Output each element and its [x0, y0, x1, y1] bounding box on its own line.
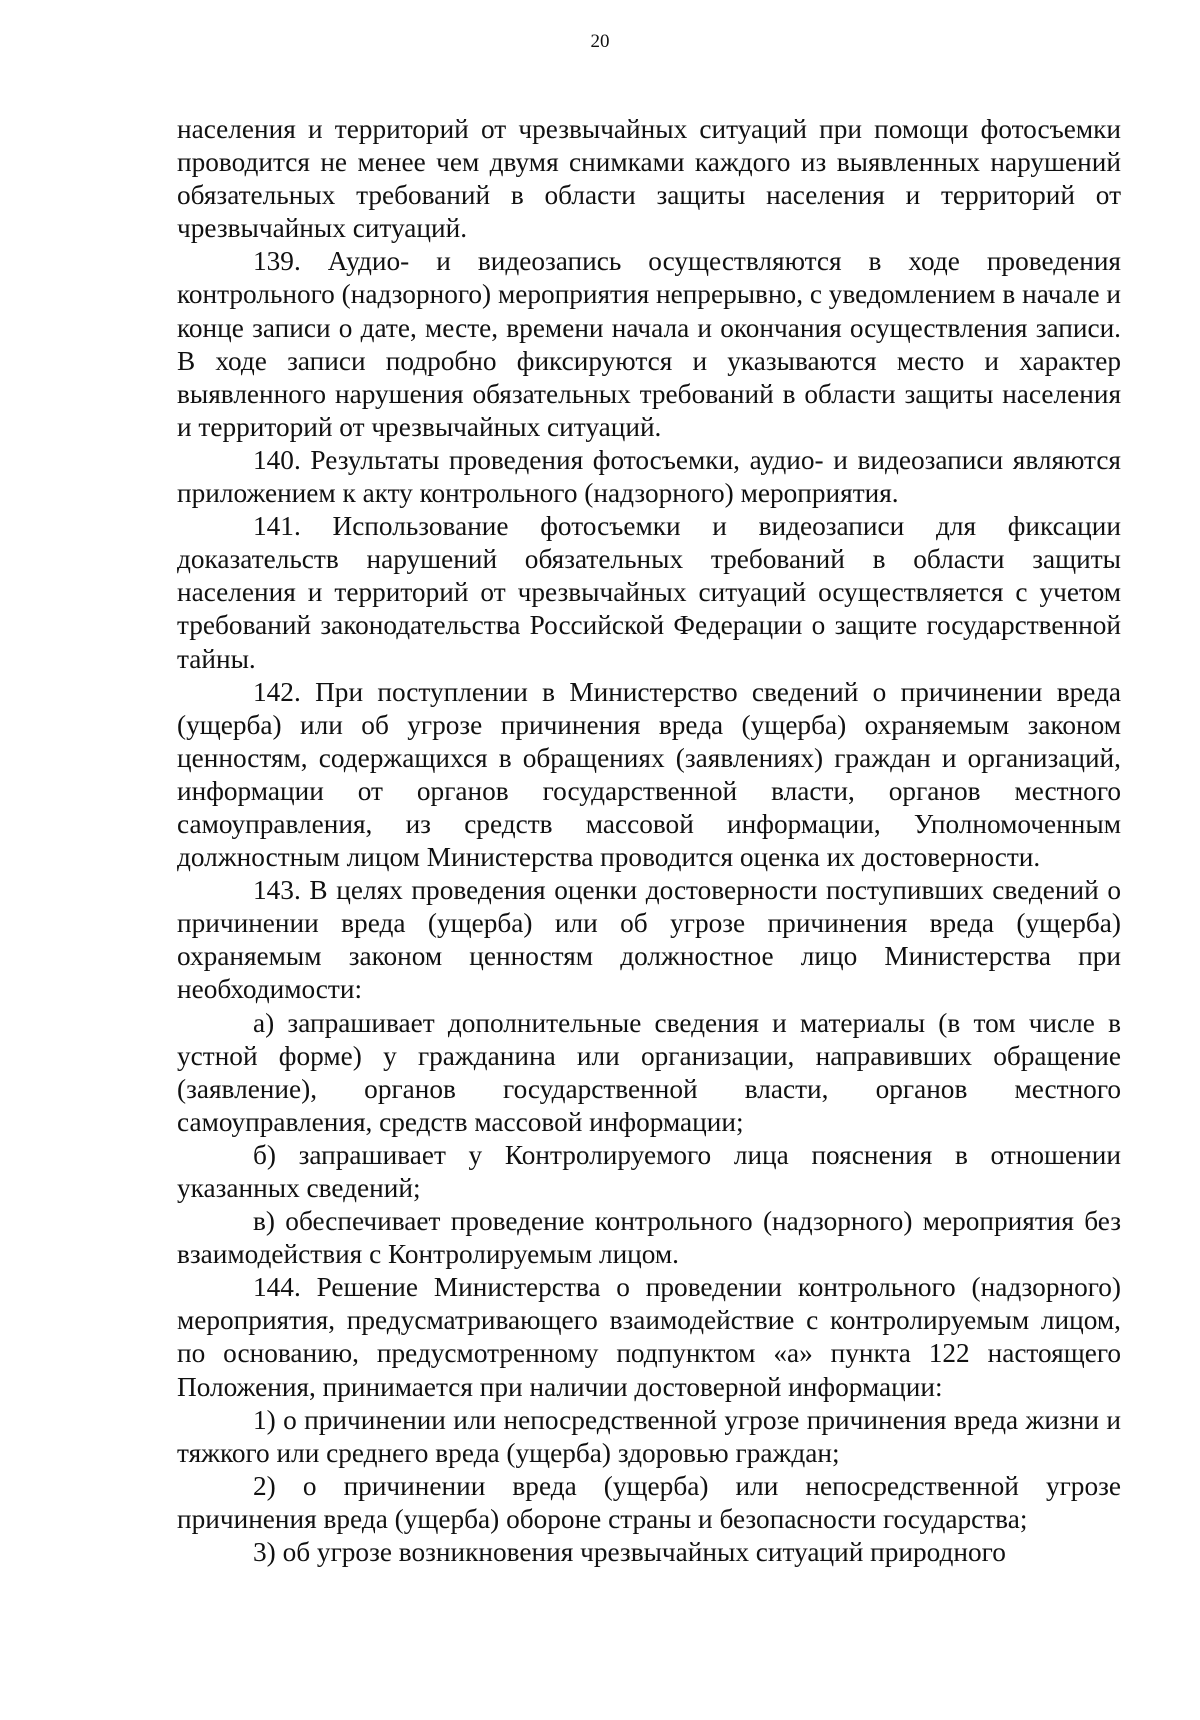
- paragraph-143-a: а) запрашивает дополнительные сведения и материалы (в том числе в устной форме) у гражданина или организации, направивших обращение (заявление), органов государственной власти, органов местного самоуправления, средств массовой информации;: [177, 1007, 1121, 1137]
- paragraph-144-1: 1) о причинении или непосредственной угрозе причинения вреда жизни и тяжкого или среднего вреда (ущерба) здоровью граждан;: [177, 1404, 1121, 1468]
- paragraph-143-b: б) запрашивает у Контролируемого лица пояснения в отношении указанных сведений;: [177, 1139, 1121, 1203]
- document-body: [177, 113, 1121, 1569]
- paragraph-continuation: населения и территорий от чрезвычайных ситуаций при помощи фотосъемки проводится не менее чем двумя снимками каждого из выявленных нарушений обязательных требований в области защиты населения и территорий от чрезвычайных ситуаций.: [177, 114, 1121, 244]
- paragraph-140: 140. Результаты проведения фотосъемки, аудио- и видеозаписи являются приложением к акту контрольного (надзорного) мероприятия.: [177, 444, 1121, 509]
- paragraph-143-v: в) обеспечивает проведение контрольного (надзорного) мероприятия без взаимодействия с Контролируемым лицом.: [177, 1206, 1121, 1270]
- paragraph-141: 141. Использование фотосъемки и видеозаписи для фиксации доказательств нарушений обязательных требований в области защиты населения и территорий от чрезвычайных ситуаций осуществляется с учетом требований законодательства Российской Федерации о защите государственной тайны.: [177, 511, 1121, 674]
- paragraph-143: 143. В целях проведения оценки достоверности поступивших сведений о причинении вреда (ущерба) или об угрозе причинения вреда (ущерба) охраняемым законом ценностям должностное лицо Министерства при необходимости:: [177, 875, 1121, 1005]
- paragraph-144-3: 3) об угрозе возникновения чрезвычайных ситуаций природного: [253, 1537, 1006, 1568]
- paragraph-142: 142. При поступлении в Министерство сведений о причинении вреда (ущерба) или об угрозе причинения вреда (ущерба) охраняемым законом ценностям, содержащихся в обращениях (заявлениях) граждан и организаций, информации от органов государственной власти, органов местного самоуправления, из средств массовой информации, Уполномоченным должностным лицом Министерства проводится оценка их достоверности.: [177, 676, 1121, 873]
- paragraph-144-2: 2) о причинении вреда (ущерба) или непосредственной угрозе причинения вреда (ущерба) обороне страны и безопасности государства;: [177, 1470, 1121, 1534]
- page-number: 20: [590, 31, 610, 52]
- paragraph-144: 144. Решение Министерства о проведении контрольного (надзорного) мероприятия, предусматривающего взаимодействие с контролируемым лицом, по основанию, предусмотренному подпунктом «а» пункта 122 настоящего Положения, принимается при наличии достоверной информации:: [177, 1272, 1121, 1402]
- paragraph-139: 139. Аудио- и видеозапись осуществляются в ходе проведения контрольного (надзорного) мероприятия непрерывно, с уведомлением в начале и конце записи о дате, месте, времени начала и окончания осуществления записи. В ходе записи подробно фиксируются и указываются место и характер выявленного нарушения обязательных требований в области защиты населения и территорий от чрезвычайных ситуаций.: [177, 246, 1121, 442]
